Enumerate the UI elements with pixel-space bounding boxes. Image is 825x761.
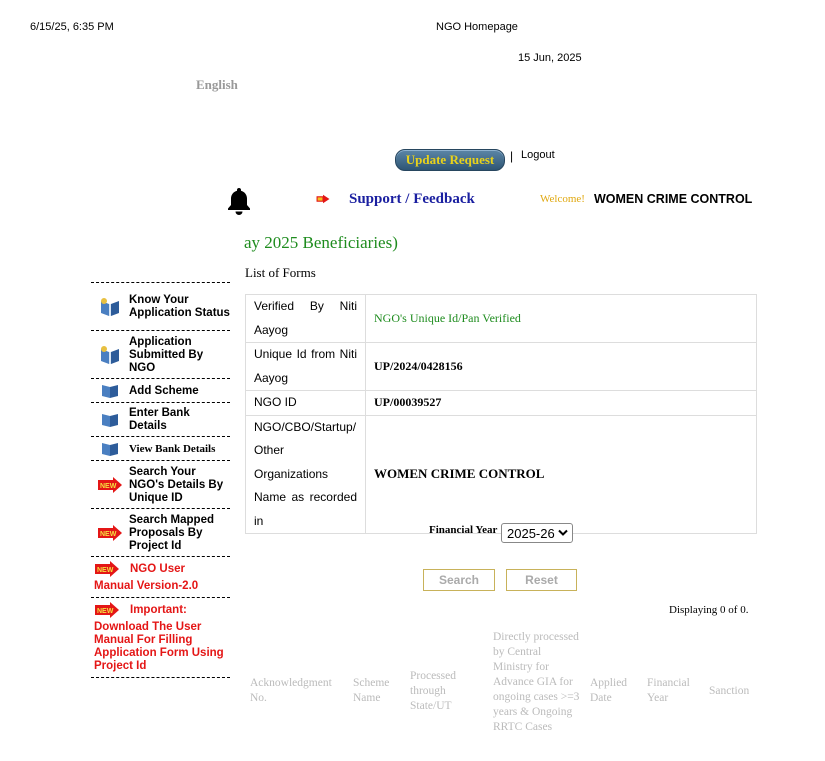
- financial-year-select[interactable]: [501, 523, 573, 543]
- search-button[interactable]: Search: [423, 569, 495, 591]
- sidebar-item-label: Enter Bank Details: [129, 407, 190, 432]
- table-row: [246, 415, 757, 534]
- bell-icon[interactable]: [226, 186, 252, 216]
- info-key: Unique Id from Niti Aayog: [246, 343, 366, 391]
- info-key: Verified By Niti Aayog: [246, 295, 366, 343]
- print-timestamp: 6/15/25, 6:35 PM: [30, 21, 114, 33]
- column-header-scheme: Scheme Name: [353, 677, 390, 704]
- new-arrow-icon: [94, 561, 120, 577]
- welcome-label: Welcome!: [540, 193, 585, 205]
- ngo-info-table: [245, 294, 757, 534]
- new-arrow-icon: [91, 477, 129, 493]
- column-header-applied-date: Applied Date: [590, 677, 628, 704]
- sidebar-item-label: Application Submitted By NGO: [129, 335, 204, 374]
- sidebar-item-view-bank[interactable]: [91, 436, 230, 460]
- book-icon: [91, 345, 129, 365]
- info-value: UP/2024/0428156: [366, 343, 757, 391]
- new-arrow-icon: [316, 192, 330, 206]
- current-date: 15 Jun, 2025: [518, 52, 582, 64]
- column-header-fy: Financial Year: [647, 677, 690, 704]
- sidebar-item-enter-bank[interactable]: [91, 402, 230, 436]
- update-request-button[interactable]: Update Request: [395, 149, 505, 171]
- info-value: NGO's Unique Id/Pan Verified: [366, 295, 757, 343]
- column-header-sanction: Sanction: [709, 685, 750, 697]
- column-header-state: Processed through State/UT: [410, 670, 456, 712]
- sidebar-item-application-submitted[interactable]: [91, 330, 230, 378]
- important-download-text: Download The User Manual For Filling Application Form Using Project Id: [94, 621, 224, 672]
- info-value: WOMEN CRIME CONTROL: [366, 415, 757, 534]
- new-arrow-icon: [94, 602, 120, 618]
- user-manual-label: NGO User: [130, 562, 185, 575]
- book-icon: [91, 383, 129, 399]
- financial-year-label: Financial Year: [429, 524, 498, 536]
- svg-text:NEW: NEW: [100, 531, 117, 538]
- welcome-name: WOMEN CRIME CONTROL: [594, 192, 753, 206]
- info-value: UP/00039527: [366, 391, 757, 416]
- book-icon: [91, 412, 129, 428]
- column-header-central: Directly processed by Central Ministry for Advance GIA for ongoing cases >=3 years & Ongoing RRTC Cases: [493, 631, 580, 733]
- important-label: Important:: [130, 603, 187, 616]
- book-icon: [91, 441, 129, 457]
- list-of-forms-heading: List of Forms: [245, 265, 316, 280]
- sidebar-item-search-ngo[interactable]: [91, 460, 230, 508]
- info-key: NGO ID: [246, 391, 366, 416]
- sidebar-item-know-status[interactable]: [91, 282, 230, 330]
- sidebar-item-label: Search Mapped Proposals By Project Id: [129, 513, 214, 552]
- table-row: [246, 391, 757, 416]
- sidebar-item-add-scheme[interactable]: [91, 378, 230, 402]
- beneficiaries-title: ay 2025 Beneficiaries): [244, 233, 398, 252]
- book-icon: [91, 297, 129, 317]
- sidebar-item-label: View Bank Details: [129, 442, 216, 455]
- sidebar-item-user-manual[interactable]: [91, 556, 230, 597]
- svg-text:NEW: NEW: [97, 608, 114, 615]
- sidebar-item-search-proposals[interactable]: [91, 508, 230, 556]
- table-row: [246, 295, 757, 343]
- svg-text:NEW: NEW: [100, 483, 117, 490]
- sidebar-item-label: Add Scheme: [129, 384, 199, 397]
- reset-button[interactable]: Reset: [506, 569, 577, 591]
- logout-link[interactable]: Logout: [521, 149, 555, 161]
- sidebar-item-important[interactable]: [91, 597, 230, 678]
- sidebar-menu: [91, 282, 230, 678]
- language-link[interactable]: English: [196, 77, 238, 92]
- svg-text:NEW: NEW: [97, 567, 114, 574]
- sidebar-item-label: Search Your NGO's Details By Unique ID: [129, 465, 224, 504]
- table-row: [246, 343, 757, 391]
- new-arrow-icon: [91, 525, 129, 541]
- chevron-down-icon: [558, 529, 568, 537]
- support-feedback-link[interactable]: Support / Feedback: [349, 191, 475, 207]
- info-key: NGO/CBO/Startup/ Other Organizations Name as recorded in: [246, 415, 366, 534]
- user-manual-version: Manual Version-2.0: [94, 580, 199, 592]
- displaying-count: Displaying 0 of 0.: [669, 604, 749, 616]
- financial-year-value: 2025-26: [507, 525, 555, 541]
- print-page-title: NGO Homepage: [436, 21, 518, 33]
- column-header-ack: Acknowledgment No.: [250, 677, 332, 704]
- separator: |: [510, 149, 514, 163]
- sidebar-item-label: Know Your Application Status: [129, 294, 230, 319]
